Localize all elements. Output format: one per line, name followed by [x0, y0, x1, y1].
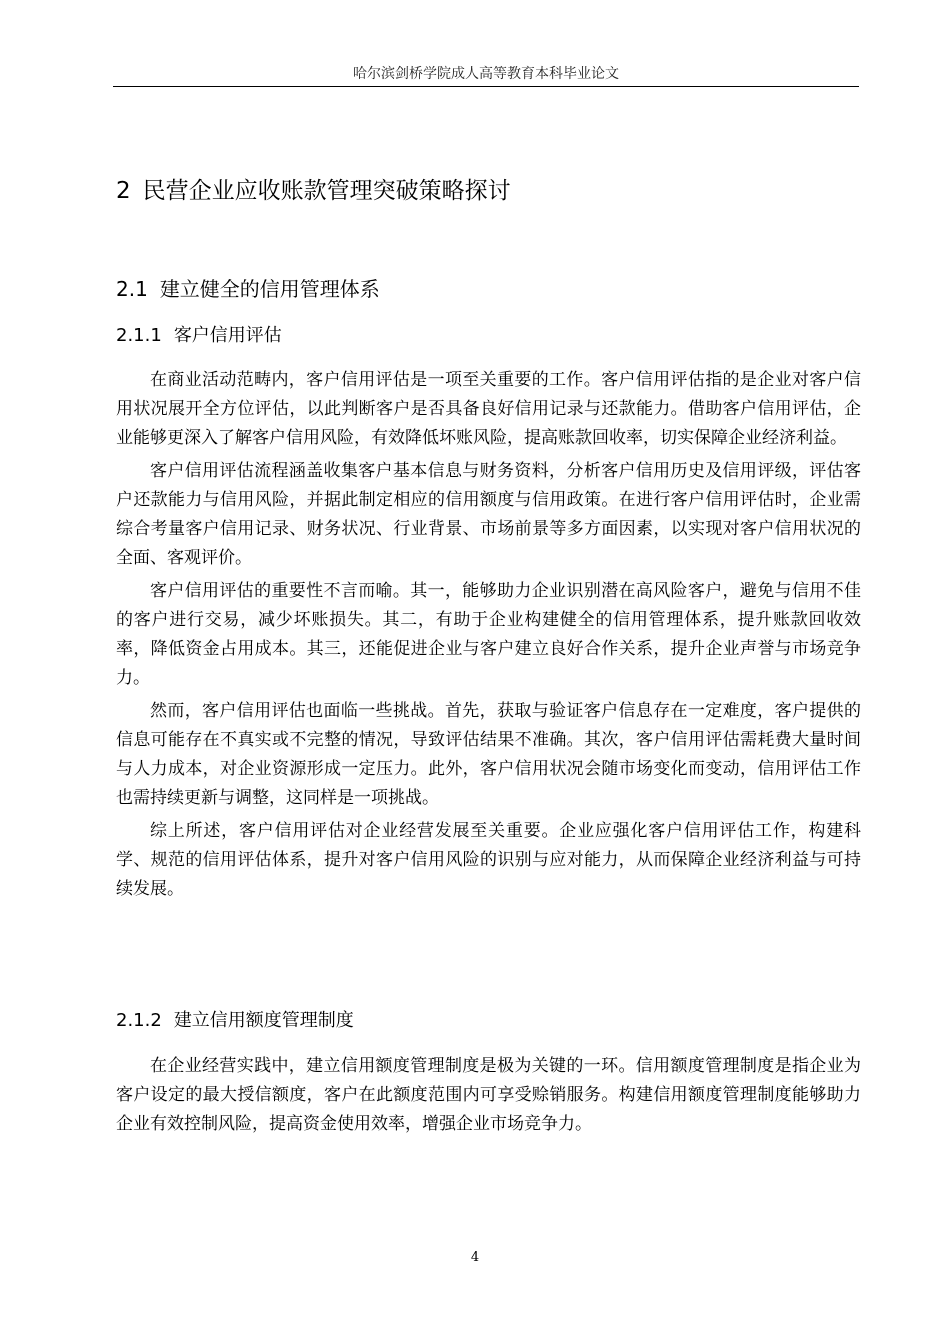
chapter-title-text: 民营企业应收账款管理突破策略探讨	[142, 178, 511, 204]
paragraph: 客户信用评估流程涵盖收集客户基本信息与财务资料，分析客户信用历史及信用评级，评估客户还款能力与信用风险，并据此制定相应的信用额度与信用政策。在进行客户信用评估时，企业需综合考量客户信用记录、财务状况、行业背景、市场前景等多方面因素，以实现对客户信用状况的全面、客观评价。	[116, 461, 861, 568]
subsection-title-text-2: 建立信用额度管理制度	[173, 1010, 354, 1031]
running-header: 哈尔滨剑桥学院成人高等教育本科毕业论文	[353, 66, 619, 82]
subsection-number-2: 2.1.2	[116, 1010, 162, 1031]
section-title-text: 建立健全的信用管理体系	[159, 277, 380, 301]
subsection-title-text-1: 客户信用评估	[173, 325, 282, 346]
chapter-number: 2	[116, 178, 131, 204]
page-number: 4	[470, 1250, 480, 1265]
section-title	[116, 274, 380, 304]
header-rule	[113, 86, 859, 87]
paragraph: 综上所述，客户信用评估对企业经营发展至关重要。企业应强化客户信用评估工作，构建科学、规范的信用评估体系，提升对客户信用风险的识别与应对能力，从而保障企业经济利益与可持续发展。	[116, 821, 861, 899]
subsection-body-1	[116, 366, 861, 908]
paragraph: 在企业经营实践中，建立信用额度管理制度是极为关键的一环。信用额度管理制度是指企业为客户设定的最大授信额度，客户在此额度范围内可享受赊销服务。构建信用额度管理制度能够助力企业有效控制风险，提高资金使用效率，增强企业市场竞争力。	[116, 1056, 861, 1134]
paragraph: 客户信用评估的重要性不言而喻。其一，能够助力企业识别潜在高风险客户，避免与信用不佳的客户进行交易，减少坏账损失。其二，有助于企业构建健全的信用管理体系，提升账款回收效率，降低资金占用成本。其三，还能促进企业与客户建立良好合作关系，提升企业声誉与市场竞争力。	[116, 581, 861, 688]
paragraph: 然而，客户信用评估也面临一些挑战。首先，获取与验证客户信息存在一定难度，客户提供的信息可能存在不真实或不完整的情况，导致评估结果不准确。其次，客户信用评估需耗费大量时间与人力成本，对企业资源形成一定压力。此外，客户信用状况会随市场变化而变动，信用评估工作也需持续更新与调整，这同样是一项挑战。	[116, 701, 861, 808]
chapter-title	[116, 174, 511, 208]
paragraph: 在商业活动范畴内，客户信用评估是一项至关重要的工作。客户信用评估指的是企业对客户信用状况展开全方位评估，以此判断客户是否具备良好信用记录与还款能力。借助客户信用评估，企业能够更深入了解客户信用风险，有效降低坏账风险，提高账款回收率，切实保障企业经济利益。	[116, 370, 861, 448]
subsection-title-1	[116, 322, 282, 350]
subsection-number-1: 2.1.1	[116, 325, 162, 346]
subsection-title-2	[116, 1007, 354, 1035]
subsection-body-2	[116, 1052, 861, 1143]
section-number: 2.1	[116, 277, 148, 301]
